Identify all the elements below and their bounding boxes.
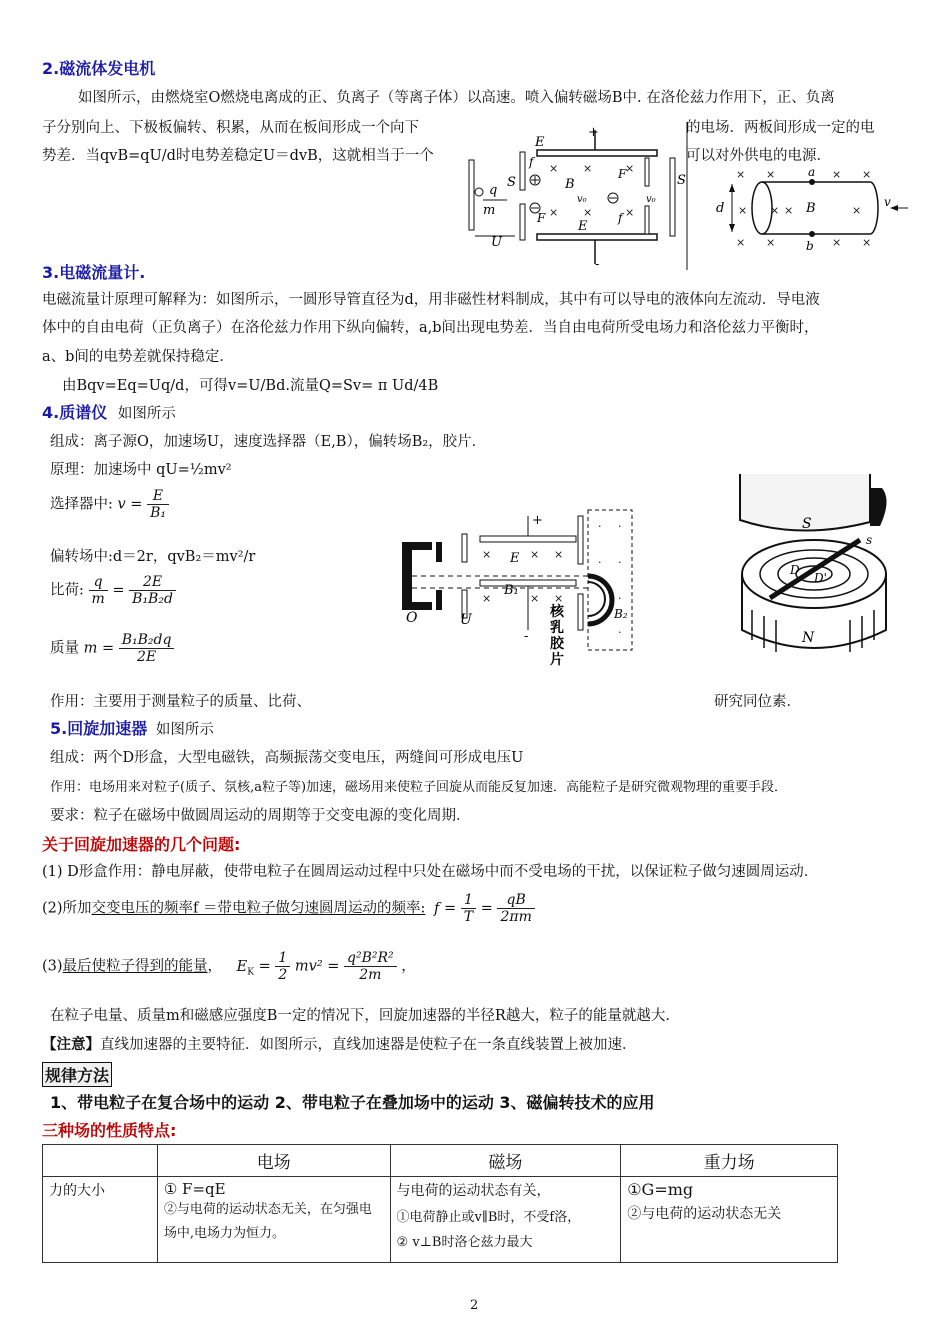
p2-eq2: = bbox=[480, 900, 493, 917]
E-spectro-label: E bbox=[510, 551, 520, 566]
svg-text:×: × bbox=[736, 236, 746, 249]
plus-label: + bbox=[588, 125, 599, 140]
svg-text:×: × bbox=[530, 548, 540, 561]
note-text: 直线加速器的主要特征．如图所示，直线加速器是使粒子在一条直线装置上被加速． bbox=[100, 1037, 637, 1053]
p3-eq1: = bbox=[258, 958, 271, 975]
svg-text:×: × bbox=[549, 162, 559, 175]
B-flow-label: B bbox=[806, 201, 816, 216]
p3-Ek-sub: K bbox=[247, 967, 254, 978]
method-tag: 规律方法 bbox=[42, 1062, 112, 1087]
svg-text:·: · bbox=[618, 626, 622, 639]
section-5-suffix: 如图所示 bbox=[155, 722, 214, 738]
s5-compose: 组成：两个D形盒，大型电磁铁，高频振荡交变电压，两缝间可形成电压U bbox=[50, 750, 524, 766]
E-top-label: E bbox=[535, 135, 545, 150]
s3-formula: 由Bqv=Eq=Uq/d，可得v=U/Bd.流量Q=Sv= π Ud/4B bbox=[62, 378, 439, 394]
q-p1: (1) D形盒作用：静电屏蔽，使带电粒子在圆周运动过程中只处在磁场中而不受电场的干扰，以保证粒子做匀速圆周运动． bbox=[42, 864, 819, 880]
v0a-label: v₀ bbox=[577, 194, 587, 205]
s4-selector bbox=[50, 488, 169, 521]
svg-text:×: × bbox=[583, 162, 593, 175]
svg-text:×: × bbox=[862, 168, 872, 181]
s2-line1: 如图所示，由燃烧室O燃烧电离成的正、负离子（等离子体）以高速。喷入偏转磁场B中. 在洛伦兹力作用下，正、负离 bbox=[78, 90, 835, 106]
gravity-cell bbox=[621, 1177, 838, 1263]
p2-n2: qB bbox=[497, 892, 534, 909]
p3-d2: 2m bbox=[359, 967, 382, 983]
v-label: v bbox=[884, 195, 891, 209]
film-label-1: 核 bbox=[550, 604, 564, 620]
ratio-lhs-fraction bbox=[89, 574, 108, 607]
section-2-title: 2.磁流体发电机 bbox=[42, 59, 156, 78]
selector-label: 选择器中: bbox=[50, 496, 113, 513]
p3-end: ， bbox=[401, 958, 416, 975]
svg-text:·: · bbox=[618, 556, 622, 569]
electric-cell bbox=[157, 1177, 390, 1263]
q-p4: 在粒子电量、质量m和磁感应强度B一定的情况下，回旋加速器的半径R越大，粒子的能量就越大. bbox=[50, 1008, 670, 1024]
svg-text:×: × bbox=[554, 548, 564, 561]
p3-d1: 2 bbox=[278, 967, 288, 983]
s2-line3b: 可以对外供电的电源． bbox=[686, 148, 831, 164]
B2-label: B₂ bbox=[614, 607, 628, 621]
S-right-label: S bbox=[677, 173, 686, 188]
D1-label: D bbox=[790, 563, 800, 577]
selector-lhs: v = bbox=[117, 496, 143, 513]
svg-text:×: × bbox=[770, 204, 780, 217]
U-spectro-label: U bbox=[460, 612, 472, 628]
p3-underlined: 最后使粒子得到的能量 bbox=[62, 958, 208, 975]
magnetic-cell bbox=[390, 1177, 621, 1263]
s4-compose: 组成：离子源O，加速场U，速度选择器（E,B），偏转场B₂，胶片． bbox=[50, 434, 487, 450]
s3-line2: 体中的自由电荷（正负离子）在洛伦兹力作用下纵向偏转，a,b间出现电势差．当自由电荷所受电场力和洛伦兹力平衡时， bbox=[42, 320, 819, 336]
selector-den: B₁ bbox=[150, 505, 166, 521]
E-bottom-label: E bbox=[578, 219, 588, 234]
q-note bbox=[42, 1033, 637, 1054]
F2-label: F bbox=[618, 167, 627, 181]
svg-text:×: × bbox=[583, 206, 593, 219]
q-label: q bbox=[489, 183, 498, 198]
mass-fraction bbox=[119, 632, 175, 665]
e2: ②与电荷的运动状态无关，在匀强电场中,电场力为恒力。 bbox=[163, 1202, 372, 1241]
svg-text:×: × bbox=[832, 236, 842, 249]
s-label: s bbox=[866, 533, 873, 547]
svg-text:×: × bbox=[738, 204, 748, 217]
p3-eq2: = bbox=[327, 958, 340, 975]
D2-label: D' bbox=[814, 571, 827, 585]
svg-text:×: × bbox=[625, 206, 635, 219]
p3-n2: q²B²R² bbox=[344, 950, 397, 967]
svg-text:×: × bbox=[625, 162, 635, 175]
ratio-fraction bbox=[129, 574, 176, 607]
selector-num: E bbox=[147, 488, 169, 505]
mhd-generator-figure bbox=[465, 122, 690, 270]
svg-text:×: × bbox=[862, 236, 872, 249]
f2-label: f bbox=[618, 211, 623, 225]
svg-text:×: × bbox=[766, 168, 776, 181]
p2-frac1 bbox=[461, 892, 476, 925]
v0b-label: v₀ bbox=[646, 194, 656, 205]
s2-line2b: 的电场．两板间形成一定的电 bbox=[686, 120, 875, 136]
flowmeter-figure bbox=[710, 162, 910, 252]
field-properties-table bbox=[42, 1144, 838, 1263]
svg-text:×: × bbox=[784, 204, 794, 217]
p2-pre: (2)所加 bbox=[42, 900, 92, 917]
mass-lhs: m = bbox=[83, 640, 115, 657]
N-pole-label: N bbox=[802, 630, 815, 646]
mass-den: 2E bbox=[137, 649, 157, 665]
header-empty bbox=[43, 1145, 158, 1177]
section-4-title: 4.质谱仪 bbox=[42, 403, 108, 422]
mass-spectrometer-figure bbox=[392, 506, 640, 676]
s5-use: 作用：电场用来对粒子(质子、氛核,a粒子等)加速，磁场用来使粒子回旋从而能反复加速．高能粒子是研究微观物理的重要手段． bbox=[50, 780, 788, 795]
ratio-lnum: q bbox=[89, 574, 108, 591]
p2-eq1: = bbox=[444, 900, 457, 917]
mass-num: B₁B₂dq bbox=[119, 632, 175, 649]
p3-Ek: E bbox=[236, 958, 248, 975]
svg-text:×: × bbox=[530, 592, 540, 605]
header-magnetic: 磁场 bbox=[390, 1145, 621, 1177]
F1-label: F bbox=[537, 211, 546, 225]
svg-text:·: · bbox=[618, 592, 622, 605]
cyclotron-questions-title: 关于回旋加速器的几个问题: bbox=[42, 835, 241, 854]
s4-use-b: 研究同位素． bbox=[714, 694, 801, 710]
q-p2 bbox=[42, 892, 535, 925]
note-tag: 【注意】 bbox=[42, 1036, 100, 1053]
table-header-row bbox=[43, 1145, 838, 1177]
ratio-eq: = bbox=[112, 582, 125, 599]
p2-underlined: 交变电压的频率f ＝带电粒子做匀速圆周运动的频率: bbox=[91, 900, 426, 917]
s4-deflect: 偏转场中:d＝2r，qvB₂＝mv²/r bbox=[50, 549, 256, 565]
spectro-minus: - bbox=[524, 629, 529, 644]
three-fields-title: 三种场的性质特点: bbox=[42, 1121, 177, 1140]
mass-label: 质量 bbox=[50, 640, 79, 657]
svg-text:×: × bbox=[482, 548, 492, 561]
row-label: 力的大小 bbox=[43, 1177, 158, 1263]
svg-text:·: · bbox=[598, 556, 602, 569]
m3: ② v⊥B时洛仑兹力最大 bbox=[396, 1235, 533, 1250]
header-electric: 电场 bbox=[157, 1145, 390, 1177]
ratio-label: 比荷: bbox=[50, 582, 84, 599]
p3-frac2 bbox=[344, 950, 397, 983]
svg-text:·: · bbox=[618, 520, 622, 533]
m2: ①电荷静止或v∥B时，不受f洛， bbox=[396, 1210, 581, 1225]
f1-label: f bbox=[529, 155, 534, 169]
svg-text:×: × bbox=[766, 236, 776, 249]
p3-pre: (3) bbox=[42, 958, 63, 975]
q-p3 bbox=[42, 950, 416, 983]
p3-mv: mv² bbox=[294, 958, 323, 975]
svg-text:×: × bbox=[549, 206, 559, 219]
svg-text:×: × bbox=[852, 204, 862, 217]
m1: 与电荷的运动状态有关， bbox=[396, 1183, 551, 1199]
s4-principle: 原理：加速场中 qU=½mv² bbox=[50, 462, 232, 478]
s3-line1: 电磁流量计原理可解释为：如图所示，一圆形导管直径为d，用非磁性材料制成，其中有可以导电的液体向左流动．导电液 bbox=[42, 292, 820, 308]
svg-text:×: × bbox=[736, 168, 746, 181]
d-label: d bbox=[716, 201, 725, 216]
film-label-4: 片 bbox=[550, 652, 564, 668]
S-left-label: S bbox=[507, 175, 516, 190]
ratio-den: B₁B₂d bbox=[132, 591, 173, 607]
selector-fraction bbox=[147, 488, 169, 521]
S-pole-label: S bbox=[802, 516, 812, 532]
section-4-suffix: 如图所示 bbox=[117, 406, 176, 422]
svg-text:×: × bbox=[832, 168, 842, 181]
section-3-title: 3.电磁流量计. bbox=[42, 263, 146, 282]
e1: ① F=qE bbox=[163, 1180, 226, 1198]
section-5-title: 5.回旋加速器 bbox=[50, 719, 148, 738]
s4-use-a: 作用：主要用于测量粒子的质量、比荷、 bbox=[50, 694, 311, 710]
s2-line3a: 势差．当qvB=qU/d时电势差稳定U＝dvB，这就相当于一个 bbox=[42, 148, 434, 164]
svg-text:·: · bbox=[598, 520, 602, 533]
p2-frac2 bbox=[497, 892, 534, 925]
section-4-title-row bbox=[42, 400, 176, 423]
svg-text:×: × bbox=[482, 592, 492, 605]
section-5-title-row bbox=[50, 716, 214, 739]
p3-comma: ， bbox=[207, 958, 223, 975]
ratio-num: 2E bbox=[129, 574, 176, 591]
B1-label: B₁ bbox=[504, 583, 519, 598]
s3-line3: a、b间的电势差就保持稳定． bbox=[42, 349, 234, 365]
film-label-3: 胶 bbox=[550, 636, 564, 652]
film-label-2: 乳 bbox=[550, 620, 564, 636]
header-gravity: 重力场 bbox=[621, 1145, 838, 1177]
a-label: a bbox=[808, 165, 816, 179]
s2-line2a: 子分别向上、下极板偏转、积累，从而在板间形成一个向下 bbox=[42, 120, 419, 136]
p3-n1: 1 bbox=[275, 950, 290, 967]
p3-frac1 bbox=[275, 950, 290, 983]
cyclotron-figure bbox=[730, 470, 900, 670]
svg-text:×: × bbox=[554, 592, 564, 605]
B-label: B bbox=[565, 177, 575, 192]
s5-require: 要求：粒子在磁场中做圆周运动的周期等于交变电源的变化周期． bbox=[50, 808, 471, 824]
p2-n1: 1 bbox=[461, 892, 476, 909]
b-label: b bbox=[806, 239, 814, 252]
m-label: m bbox=[483, 203, 496, 218]
s4-ratio bbox=[50, 574, 176, 607]
p2-d1: T bbox=[463, 909, 474, 925]
s4-mass bbox=[50, 632, 174, 665]
g1: ①G=mg bbox=[627, 1180, 694, 1199]
method-line: 1、带电粒子在复合场中的运动 2、带电粒子在叠加场中的运动 3、磁偏转技术的应用 bbox=[50, 1093, 655, 1112]
p2-f: f bbox=[434, 900, 440, 917]
g2: ②与电荷的运动状态无关 bbox=[627, 1206, 782, 1222]
minus-label: - bbox=[595, 257, 600, 270]
ratio-lden: m bbox=[91, 591, 105, 607]
page-number: 2 bbox=[470, 1298, 479, 1313]
table-row bbox=[43, 1177, 838, 1263]
U-label: U bbox=[491, 235, 502, 250]
p2-d2: 2πm bbox=[500, 909, 532, 925]
O-label: O bbox=[406, 610, 418, 626]
spectro-plus: + bbox=[532, 513, 543, 528]
